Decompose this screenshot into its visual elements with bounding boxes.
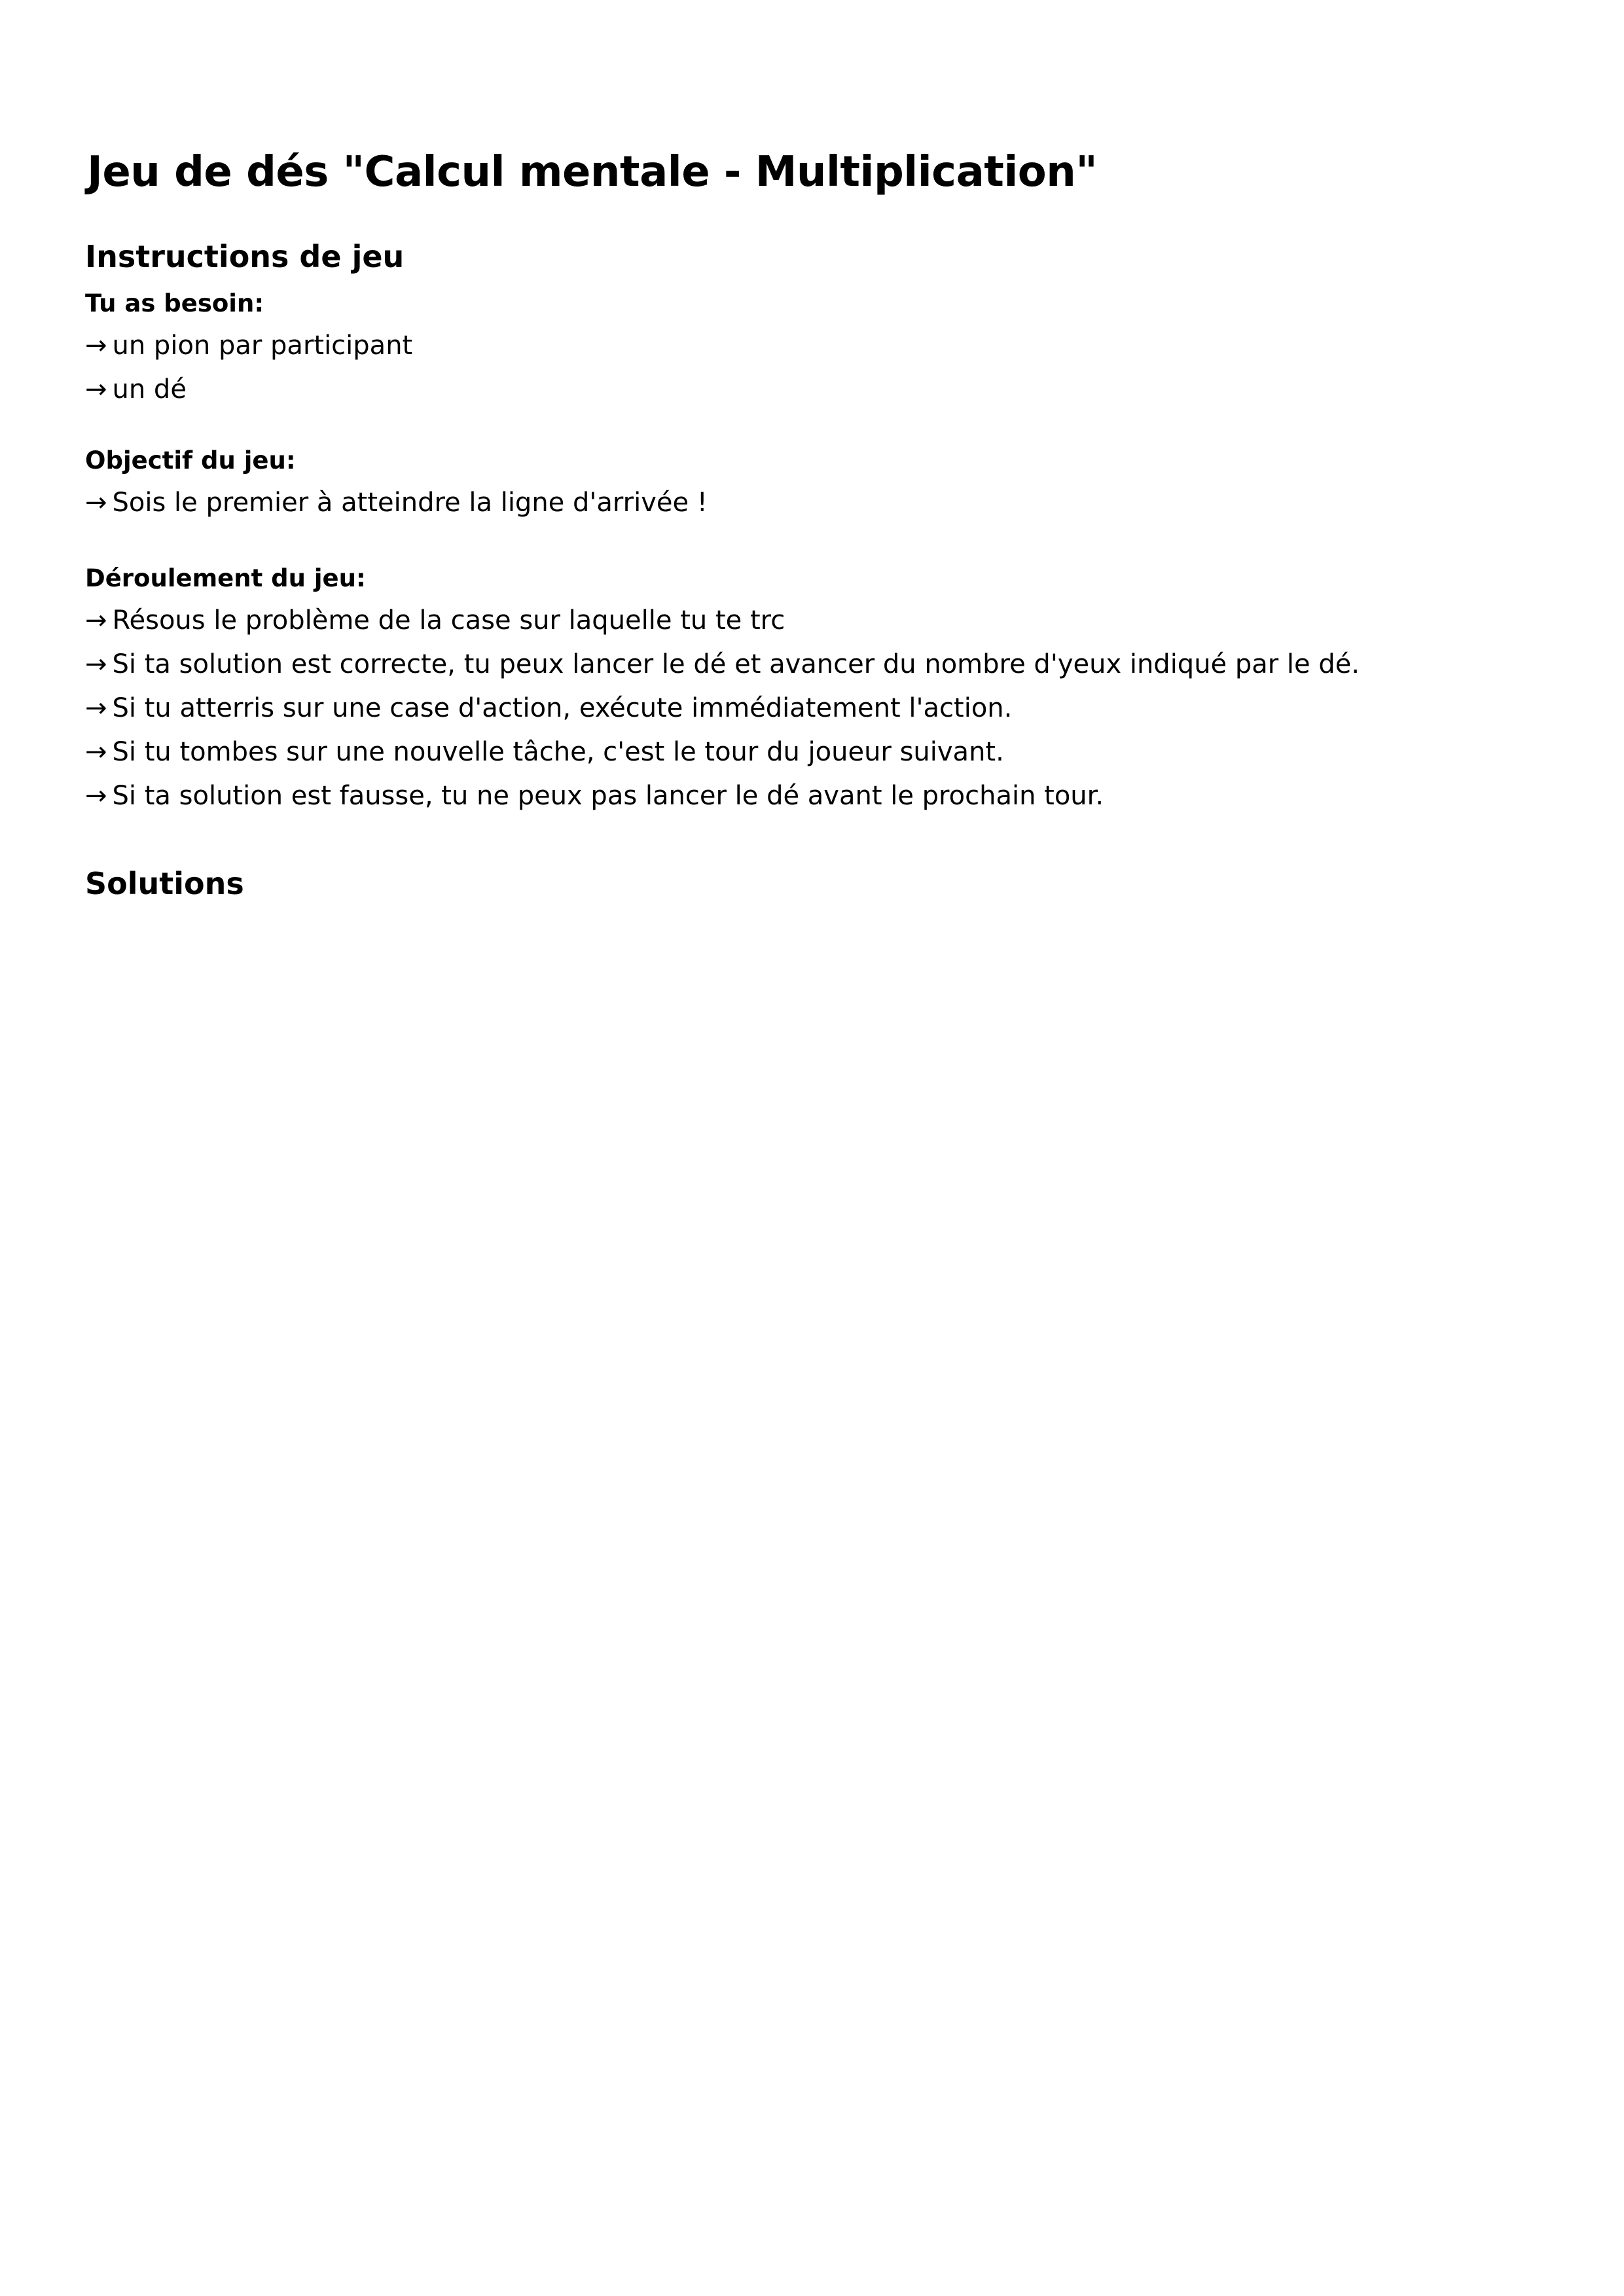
flow-item: → Si tu atterris sur une case d'action, exécute immédiatement l'action.	[85, 693, 1013, 723]
flow-item: → Si tu tombes sur une nouvelle tâche, c'est le tour du joueur suivant.	[85, 737, 1004, 767]
need-item: → un dé	[85, 374, 187, 404]
arrow-right-icon: →	[85, 374, 107, 404]
need-heading: Tu as besoin:	[85, 289, 264, 317]
flow-heading: Déroulement du jeu:	[85, 564, 366, 592]
need-item: → un pion par participant	[85, 331, 413, 361]
goal-heading: Objectif du jeu:	[85, 446, 296, 475]
goal-item: → Sois le premier à atteindre la ligne d'arrivée !	[85, 488, 708, 518]
arrow-right-icon: →	[85, 605, 107, 636]
arrow-right-icon: →	[85, 781, 107, 811]
flow-item: → Si ta solution est correcte, tu peux lancer le dé et avancer du nombre d'yeux indiqué par le dé.	[85, 649, 1360, 679]
page-title: Jeu de dés "Calcul mentale - Multiplication"	[87, 148, 1098, 196]
arrow-right-icon: →	[85, 331, 107, 361]
arrow-right-icon: →	[85, 737, 107, 767]
solutions-heading: Solutions	[85, 866, 244, 901]
arrow-right-icon: →	[85, 488, 107, 518]
arrow-right-icon: →	[85, 693, 107, 723]
instructions-heading: Instructions de jeu	[85, 239, 405, 274]
flow-item: → Résous le problème de la case sur laquelle tu te trc	[85, 605, 785, 636]
arrow-right-icon: →	[85, 649, 107, 679]
flow-item: → Si ta solution est fausse, tu ne peux pas lancer le dé avant le prochain tour.	[85, 781, 1104, 811]
